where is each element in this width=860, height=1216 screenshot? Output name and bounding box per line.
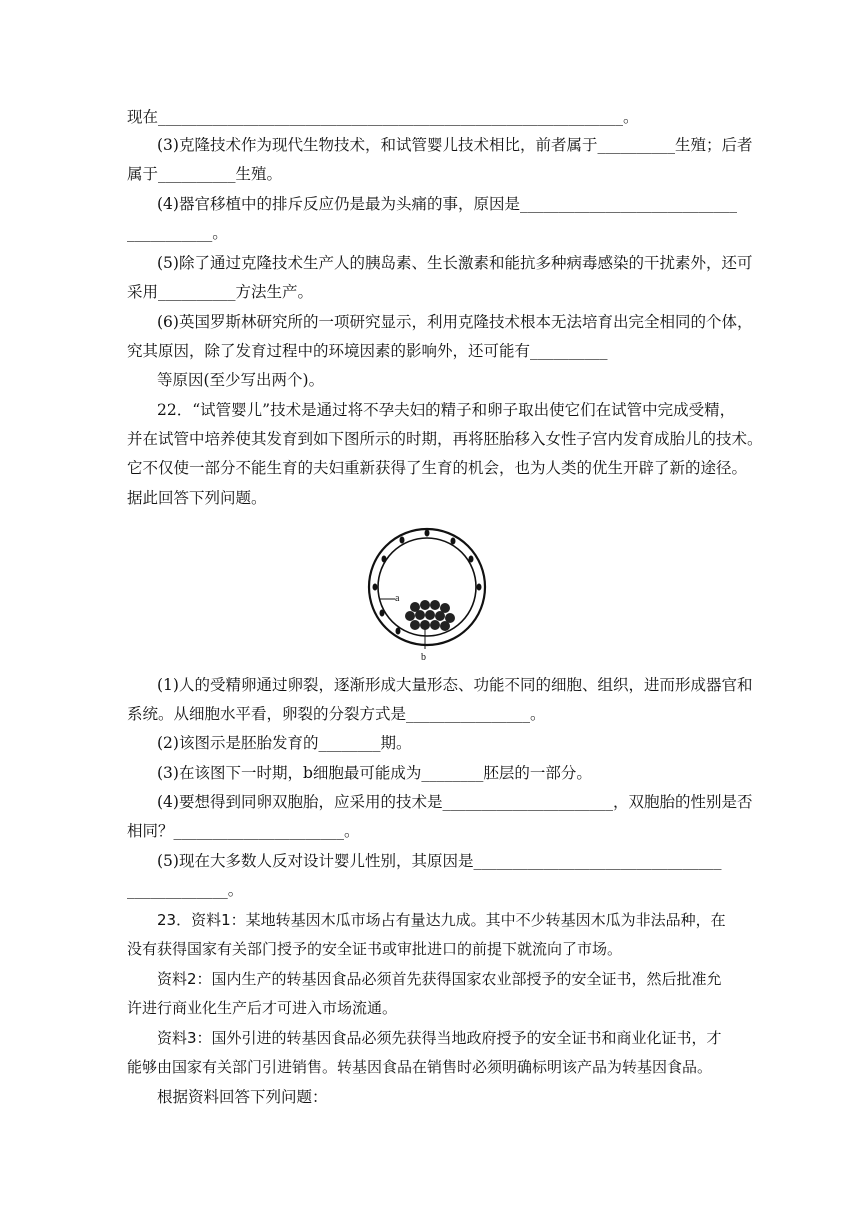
- q22-intro-line3: 它不仅使一部分不能生育的夫妇重新获得了生育的机会，也为人类的优生开辟了新的途径。: [127, 459, 748, 477]
- q23-material2-line1: 资料2：国内生产的转基因食品必须首先获得国家农业部授予的安全证书，然后批准允: [157, 970, 722, 988]
- q23-material1-line2: 没有获得国家有关部门授予的安全证书或审批进口的前提下就流向了市场。: [127, 940, 623, 958]
- blastocyst-figure: [365, 515, 495, 665]
- q22-intro-line1: 22．“试管婴儿”技术是通过将不孕夫妇的精子和卵子取出使它们在试管中完成受精，: [157, 401, 736, 419]
- q21-3-line2: 属于__________生殖。: [127, 165, 283, 183]
- q21-6-line2: 究其原因，除了发育过程中的环境因素的影响外，还可能有__________: [127, 342, 608, 360]
- q22-3-line: (3)在该图下一时期，b细胞最可能成为________胚层的一部分。: [157, 764, 592, 782]
- q22-4-line1: (4)要想得到同卵双胞胎，应采用的技术是______________________，双胞胎的性别是否: [157, 793, 753, 811]
- label-b: b: [421, 652, 426, 663]
- q22-2-line: (2)该图示是胚胎发育的________期。: [157, 734, 412, 752]
- q23-material3-line1: 资料3：国外引进的转基因食品必须先获得当地政府授予的安全证书和商业化证书，才: [157, 1029, 722, 1047]
- q21-6-line1: (6)英国罗斯林研究所的一项研究显示，利用克隆技术根本无法培育出完全相同的个体，: [157, 313, 753, 331]
- q21-4-line1: (4)器官移植中的排斥反应仍是最为头痛的事，原因是____________________________: [157, 195, 737, 213]
- q22-intro-line4: 据此回答下列问题。: [127, 489, 267, 507]
- q21-6-line3: 等原因(至少写出两个)。: [157, 371, 325, 389]
- q21-3-line1: (3)克隆技术作为现代生物技术，和试管婴儿技术相比，前者属于__________生殖；后者: [157, 136, 753, 154]
- q21-5-line1: (5)除了通过克隆技术生产人的胰岛素、生长激素和能抗多种病毒感染的干扰素外，还可: [157, 254, 753, 272]
- q21-5-line2: 采用__________方法生产。: [127, 283, 314, 301]
- q23-material2-line2: 许进行商业化生产后才可进入市场流通。: [127, 999, 398, 1017]
- q22-5-line2: _____________。: [127, 881, 244, 899]
- q22-1-line2: 系统。从细胞水平看，卵裂的分裂方式是________________。: [127, 705, 546, 723]
- q21-2-answer-line: 现在____________________________________________________________。: [127, 108, 639, 126]
- q22-4-line2: 相同？______________________。: [127, 822, 360, 840]
- q22-intro-line2: 并在试管中培养使其发育到如下图所示的时期，再将胚胎移入女性子宫内发育成胎儿的技术。: [127, 430, 763, 448]
- label-a: a: [395, 593, 400, 604]
- q23-material1-line1: 23．资料1：某地转基因木瓜市场占有量达九成。其中不少转基因木瓜为非法品种，在: [157, 911, 726, 929]
- q22-5-line1: (5)现在大多数人反对设计婴儿性别，其原因是________________________________: [157, 852, 722, 870]
- q22-1-line1: (1)人的受精卵通过卵裂，逐渐形成大量形态、功能不同的细胞、组织，进而形成器官和: [157, 676, 753, 694]
- q21-4-line2: ___________。: [127, 224, 228, 242]
- q23-material3-line2: 能够由国家有关部门引进销售。转基因食品在销售时必须明确标明该产品为转基因食品。: [127, 1058, 713, 1076]
- q23-prompt-line: 根据资料回答下列问题：: [157, 1088, 328, 1106]
